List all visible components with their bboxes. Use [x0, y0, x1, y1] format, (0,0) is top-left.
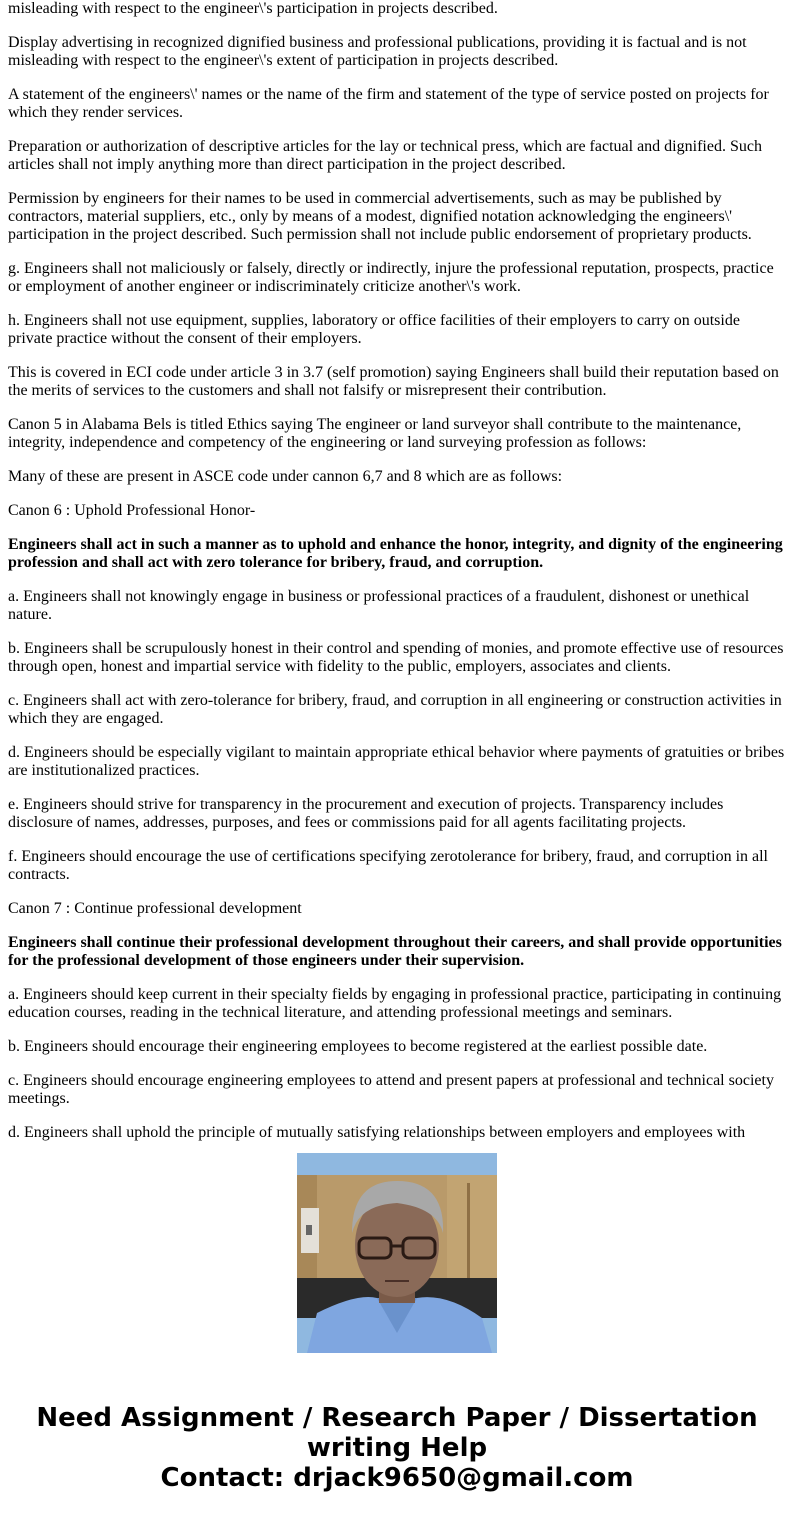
canon-6-item-b: b. Engineers shall be scrupulously honest in their control and spending of monies, and promote effective use of resources through open, honest and impartial service with fidelity to the public, employers, associates and clients.: [8, 640, 784, 675]
promo-line-2: writing Help: [306, 1433, 488, 1463]
canon-6-item-f: f. Engineers should encourage the use of certifications specifying zerotolerance for bribery, fraud, and corruption in all contracts.: [8, 848, 768, 883]
canon-6-statement: Engineers shall act in such a manner as to uphold and enhance the honor, integrity, and dignity of the engineering profession and shall act with zero tolerance for bribery, fraud, and corruption.: [8, 536, 783, 571]
paragraph-asce-intro: Many of these are present in ASCE code under cannon 6,7 and 8 which are as follows:: [8, 468, 563, 485]
canon-6-item-a: a. Engineers shall not knowingly engage in business or professional practices of a fraudulent, dishonest or unethical nature.: [8, 588, 750, 623]
canon-7-item-a: a. Engineers should keep current in their specialty fields by engaging in professional practice, participating in continuing education courses, reading in the technical literature, and attending professional meetings and seminars.: [8, 986, 782, 1021]
heading-canon-6: Canon 6 : Uphold Professional Honor-: [8, 502, 256, 519]
paragraph-item-g: g. Engineers shall not maliciously or falsely, directly or indirectly, injure the professional reputation, prospects, practice or employment of another engineer or indiscriminately criticize another\'s work.: [8, 260, 774, 295]
document-body: [8, 0, 786, 1158]
paragraph-permission-names: Permission by engineers for their names to be used in commercial advertisements, such as may be published by contractors, material suppliers, etc., only by means of a modest, dignified notation acknowledging the engineers\' participation in the project described. Such permission shall not include public endorsement of proprietary products.: [8, 190, 752, 243]
paragraph-eci-code: This is covered in ECI code under article 3 in 3.7 (self promotion) saying Engineers shall build their reputation based on the merits of services to the customers and shall not falsify or misrepresent their contribution.: [8, 364, 779, 399]
promo-line-1: Need Assignment / Research Paper / Dissertation: [36, 1403, 758, 1433]
canon-7-statement: Engineers shall continue their professional development throughout their careers, and shall provide opportunities for the professional development of those engineers under their supervision.: [8, 934, 782, 969]
paragraph-item-h: h. Engineers shall not use equipment, supplies, laboratory or office facilities of their employers to carry on outside private practice without the consent of their employers.: [8, 312, 740, 347]
canon-7-item-c: c. Engineers should encourage engineering employees to attend and present papers at professional and technical society meetings.: [8, 1072, 774, 1107]
paragraph-descriptive-articles: Preparation or authorization of descriptive articles for the lay or technical press, which are factual and dignified. Such articles shall not imply anything more than direct participation in the project described.: [8, 138, 762, 173]
canon-6-item-d: d. Engineers should be especially vigilant to maintain appropriate ethical behavior where payments of gratuities or bribes are institutionalized practices.: [8, 744, 785, 779]
person-photo-icon: [297, 1153, 497, 1353]
heading-canon-7: Canon 7 : Continue professional development: [8, 900, 302, 917]
paragraph-statement-of-names: A statement of the engineers\' names or the name of the firm and statement of the type of service posted on projects for which they render services.: [8, 86, 769, 121]
canon-6-item-e: e. Engineers should strive for transparency in the procurement and execution of projects. Transparency includes disclosure of names, addresses, purposes, and fees or commissions paid for all agents facilitating projects.: [8, 796, 724, 831]
paragraph-advertising-cont: misleading with respect to the engineer\'s participation in projects described.: [8, 0, 498, 17]
canon-6-item-c: c. Engineers shall act with zero-tolerance for bribery, fraud, and corruption in all engineering or construction activities in which they are engaged.: [8, 692, 782, 727]
canon-7-item-b: b. Engineers should encourage their engineering employees to become registered at the earliest possible date.: [8, 1038, 708, 1055]
canon-7-item-d: d. Engineers shall uphold the principle of mutually satisfying relationships between employers and employees with: [8, 1124, 746, 1141]
promo-contact-email[interactable]: Contact: drjack9650@gmail.com: [160, 1463, 634, 1493]
paragraph-display-advertising: Display advertising in recognized dignified business and professional publications, providing it is factual and is not misleading with respect to the engineer\'s extent of participation in projects described.: [8, 34, 747, 69]
author-avatar: [297, 1153, 497, 1353]
promo-banner: [0, 1403, 794, 1493]
paragraph-canon-5-alabama: Canon 5 in Alabama Bels is titled Ethics saying The engineer or land surveyor shall contribute to the maintenance, integrity, independence and competency of the engineering or land surveying profession as follows:: [8, 416, 742, 451]
